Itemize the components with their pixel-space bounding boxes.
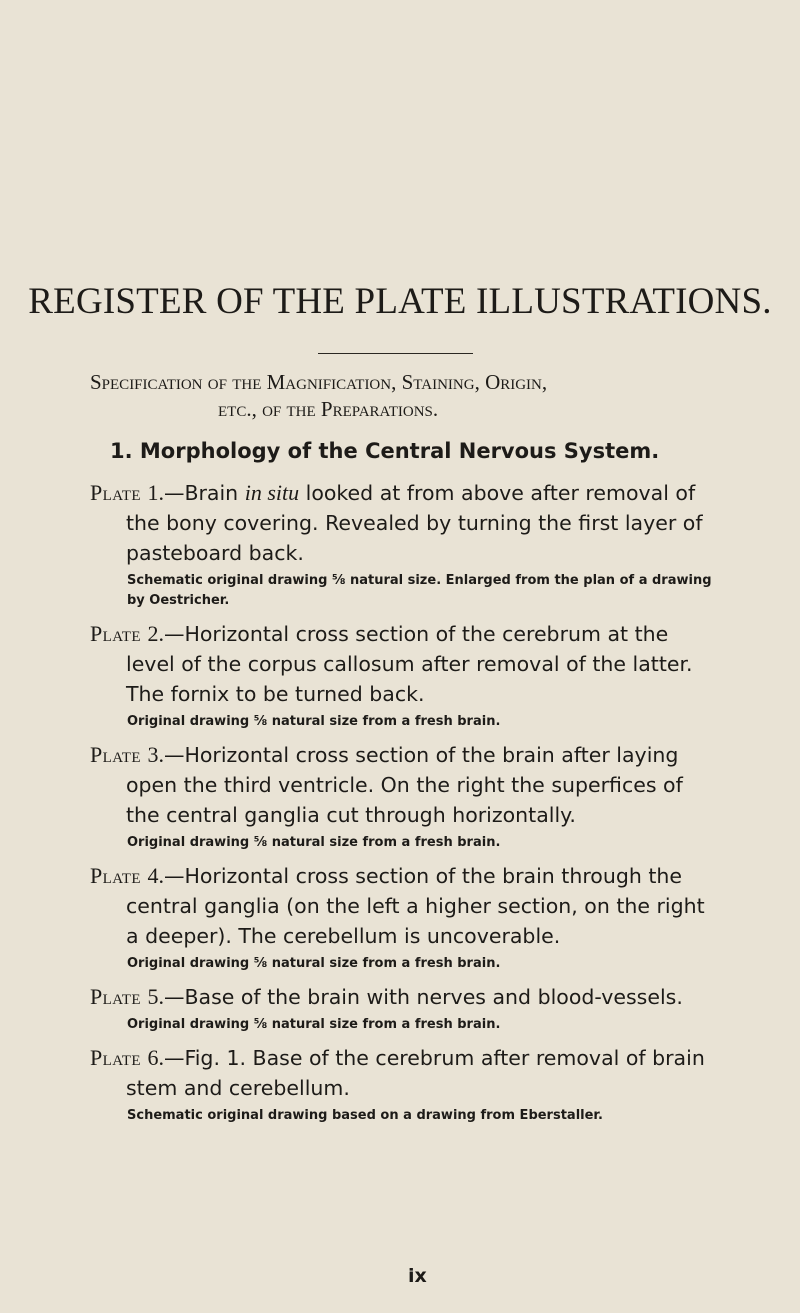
plate-description xyxy=(90,478,718,568)
plate-note: Schematic original drawing based on a drawing from Eberstaller. xyxy=(127,1108,603,1123)
plate-list xyxy=(90,478,718,1134)
plate-entry-3 xyxy=(90,740,718,853)
plate-number: 6. xyxy=(147,1045,164,1070)
plate-entry-5 xyxy=(90,982,718,1035)
plate-note: Original drawing ⅝ natural size from a fresh brain. xyxy=(127,956,501,971)
plate-number: 5. xyxy=(147,984,164,1009)
plate-note: Original drawing ⅝ natural size from a fresh brain. xyxy=(127,835,501,850)
plate-note: Schematic original drawing ⅝ natural size. Enlarged from the plan of a drawing by Oestricher. xyxy=(127,573,712,608)
plate-text-start: —Brain xyxy=(163,481,245,505)
plate-description xyxy=(90,1043,718,1103)
page-title: REGISTER OF THE PLATE ILLUSTRATIONS. xyxy=(28,281,772,322)
plate-description xyxy=(90,982,718,1012)
plate-label: Plate xyxy=(90,480,141,505)
plate-entry-4 xyxy=(90,861,718,974)
plate-note: Original drawing ⅝ natural size from a fresh brain. xyxy=(127,714,501,729)
plate-number: 2. xyxy=(147,621,164,646)
specification-line-2: etc., of the Preparations. xyxy=(218,397,439,421)
plate-text-end: looked at from above after removal of the bony covering. Revealed by turning the first layer of pasteboard back. xyxy=(126,481,703,565)
plate-label: Plate xyxy=(90,863,141,888)
plate-note: Original drawing ⅝ natural size from a fresh brain. xyxy=(127,1017,501,1032)
plate-text: —Fig. 1. Base of the cerebrum after removal of brain stem and cerebellum. xyxy=(126,1046,705,1100)
plate-description xyxy=(90,740,718,830)
plate-entry-1 xyxy=(90,478,718,611)
plate-number: 4. xyxy=(147,863,164,888)
plate-description xyxy=(90,861,718,951)
plate-entry-6 xyxy=(90,1043,718,1126)
plate-number: 1. xyxy=(147,480,164,505)
specification-line-1: Specification of the Magnification, Staining, Origin, xyxy=(90,370,548,394)
plate-number: 3. xyxy=(147,742,164,767)
plate-text: —Horizontal cross section of the brain through the central ganglia (on the left a higher section, on the right a deeper). The cerebellum is uncoverable. xyxy=(126,864,705,948)
plate-label: Plate xyxy=(90,1045,141,1070)
plate-label: Plate xyxy=(90,621,141,646)
plate-label: Plate xyxy=(90,742,141,767)
plate-description xyxy=(90,619,718,709)
title-divider xyxy=(318,353,473,354)
plate-entry-2 xyxy=(90,619,718,732)
plate-text-italic: in situ xyxy=(244,480,300,505)
specification-subtitle xyxy=(90,369,718,423)
plate-text xyxy=(126,481,703,565)
plate-text: —Horizontal cross section of the brain after laying open the third ventricle. On the right the superfices of the central ganglia cut through horizontally. xyxy=(126,743,683,827)
plate-text: —Base of the brain with nerves and blood-vessels. xyxy=(163,985,683,1009)
plate-label: Plate xyxy=(90,984,141,1009)
plate-text: —Horizontal cross section of the cerebrum at the level of the corpus callosum after removal of the latter. The fornix to be turned back. xyxy=(126,622,693,706)
section-heading: 1. Morphology of the Central Nervous System. xyxy=(110,439,660,463)
page-number: ix xyxy=(408,1265,427,1287)
